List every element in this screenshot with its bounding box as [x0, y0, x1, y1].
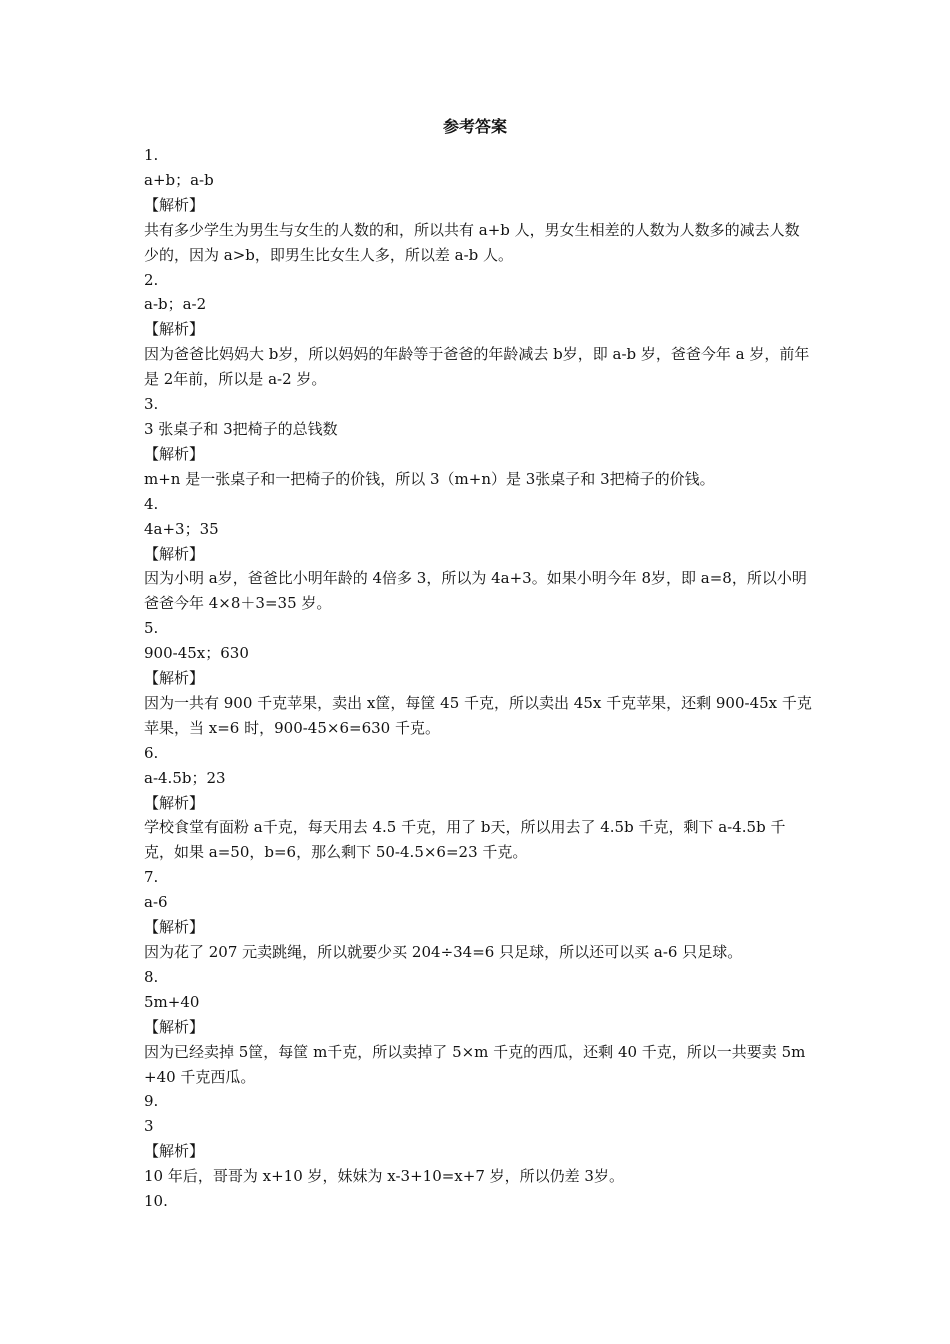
- analysis-label: 【解析】: [144, 444, 205, 463]
- item-number: 3.: [144, 395, 159, 414]
- item-number: 6.: [144, 743, 159, 762]
- analysis-text: 因为爸爸比妈妈大 b岁，所以妈妈的年龄等于爸爸的年龄减去 b岁，即 a-b 岁，爸爸今年 a 岁，前年是 2年前，所以是 a-2 岁。: [144, 345, 810, 389]
- analysis-text: 10 年后，哥哥为 x+10 岁，妹妹为 x-3+10=x+7 岁，所以仍差 3岁。: [144, 1167, 624, 1186]
- analysis-label: 【解析】: [144, 1142, 205, 1161]
- answer-item-9: [144, 1089, 814, 1189]
- item-answer: a-4.5b；23: [144, 768, 226, 787]
- analysis-text: 因为小明 a岁，爸爸比小明年龄的 4倍多 3，所以为 4a+3。如果小明今年 8岁，即 a=8，所以小明爸爸今年 4×8＋3=35 岁。: [144, 569, 807, 613]
- analysis-text: 因为花了 207 元卖跳绳，所以就要少买 204÷34=6 只足球，所以还可以买 a-6 只足球。: [144, 943, 743, 961]
- item-answer: 5m+40: [144, 992, 200, 1011]
- item-number: 8.: [144, 967, 159, 986]
- analysis-text: 共有多少学生为男生与女生的人数的和，所以共有 a+b 人，男女生相差的人数为人数多的减去人数少的，因为 a>b，即男生比女生人多，所以差 a-b 人。: [144, 220, 800, 264]
- item-number: 2.: [144, 270, 159, 289]
- analysis-label: 【解析】: [144, 544, 205, 563]
- page-title: 参考答案: [442, 117, 507, 136]
- answer-list: [144, 143, 814, 1214]
- analysis-label: 【解析】: [144, 918, 205, 937]
- answer-item-4: [144, 492, 814, 617]
- item-answer: 3 张桌子和 3把椅子的总钱数: [144, 419, 338, 438]
- item-number: 9.: [144, 1092, 159, 1111]
- analysis-label: 【解析】: [144, 1017, 205, 1036]
- analysis-label: 【解析】: [144, 793, 205, 812]
- answer-item-1: [144, 143, 814, 268]
- answer-item-7: [144, 865, 814, 965]
- answer-item-3: [144, 392, 814, 492]
- analysis-label: 【解析】: [144, 195, 205, 214]
- item-number: 1.: [144, 146, 159, 164]
- item-number: 5.: [144, 619, 159, 638]
- item-answer: a+b；a-b: [144, 170, 214, 189]
- answer-item-10: [144, 1189, 814, 1214]
- item-answer: 900-45x；630: [144, 644, 249, 663]
- analysis-text: 学校食堂有面粉 a千克，每天用去 4.5 千克，用了 b天，所以用去了 4.5b 千克，剩下 a-4.5b 千克，如果 a=50，b=6，那么剩下 50-4.5×6=23 千克。: [144, 818, 786, 862]
- item-answer: a-b；a-2: [144, 295, 207, 314]
- item-answer: a-6: [144, 893, 168, 912]
- answer-item-5: [144, 616, 814, 741]
- analysis-text: 因为已经卖掉 5筐，每筐 m千克，所以卖掉了 5×m 千克的西瓜，还剩 40 千克，所以一共要卖 5m+40 千克西瓜。: [144, 1042, 806, 1086]
- analysis-label: 【解析】: [144, 669, 205, 688]
- item-number: 4.: [144, 494, 159, 513]
- answer-item-8: [144, 965, 814, 1090]
- item-number: 7.: [144, 868, 159, 887]
- analysis-text: 因为一共有 900 千克苹果，卖出 x筐，每筐 45 千克，所以卖出 45x 千克苹果，还剩 900-45x 千克苹果，当 x=6 时，900-45×6=630 千克。: [144, 693, 812, 737]
- item-answer: 3: [144, 1117, 154, 1136]
- analysis-text: m+n 是一张桌子和一把椅子的价钱，所以 3（m+n）是 3张桌子和 3把椅子的价钱。: [144, 469, 715, 488]
- answer-item-2: [144, 268, 814, 393]
- answer-item-6: [144, 741, 814, 866]
- item-number: 10.: [144, 1192, 168, 1211]
- analysis-label: 【解析】: [144, 320, 205, 339]
- item-answer: 4a+3；35: [144, 519, 219, 538]
